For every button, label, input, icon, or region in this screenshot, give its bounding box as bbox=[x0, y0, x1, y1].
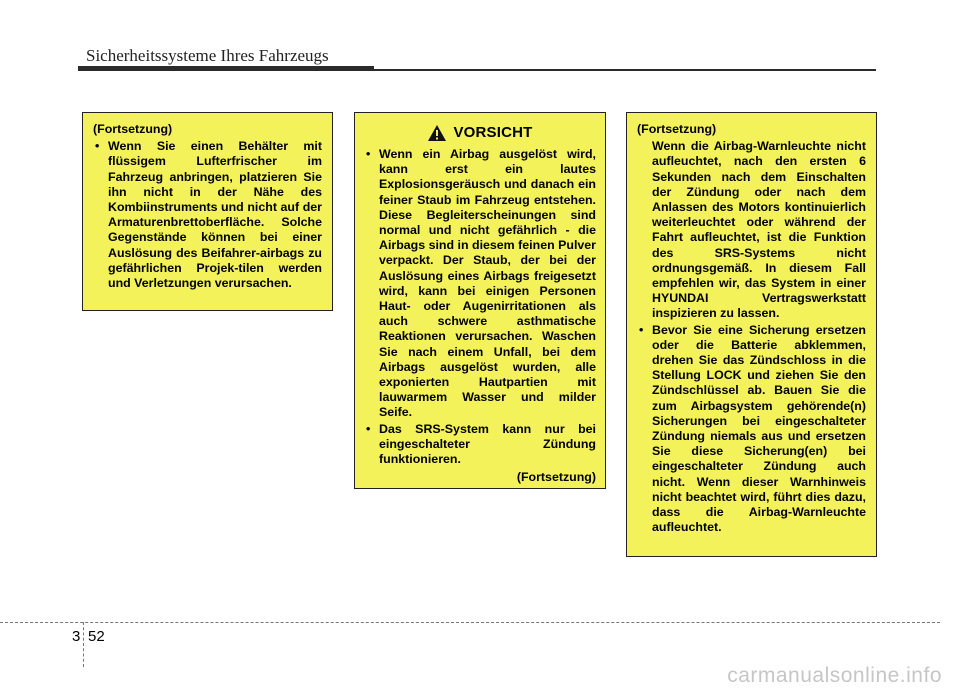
watermark-text: carmanualsonline.info bbox=[727, 664, 942, 687]
footer-dashed-rule bbox=[0, 622, 940, 623]
warning-triangle-icon bbox=[427, 124, 447, 142]
caution-title: VORSICHT bbox=[453, 124, 533, 142]
intro-paragraph: Wenn die Airbag-Warnleuchte nicht aufleuchtet, nach den ersten 6 Sekunden nach dem Einschalten der Zündung oder nach dem Anlassen des Motors kontinuierlich weiterleuchtet oder während der Fahrt aufleuchtet, ist die Funktion des SRS-Systems nicht ordnungsgemäß. In diesem Fall empfehlen wir, das System in einer HYUNDAI Vertragswerkstatt inspizieren zu lassen. bbox=[652, 139, 866, 321]
bullet-item: • Wenn ein Airbag ausgelöst wird, kann erst ein lautes Explosionsgeräusch und danach ein feiner Staub im Fahrzeug entstehen. Diese Begleiterscheinungen sind normal und nicht gefährlich - die Airbags sind in diesem feinen Pulver verpackt. Der Staub, der bei der Auslösung eines Airbags freigesetzt wird, kann bei einigen Personen Haut- oder Augenirritationen als auch schwere asthmatische Reaktionen verursachen. Waschen Sie nach einem Unfall, bei dem Airbags ausgelöst wurden, alle exponierten Hautpartien mit lauwarmem Wasser und milder Seife. bbox=[364, 147, 596, 421]
caution-header bbox=[364, 124, 596, 142]
continued-label: (Fortsetzung) bbox=[637, 122, 717, 136]
bullet-item: • Wenn Sie einen Behälter mit flüssigem Lufterfrischer im Fahrzeug anbringen, platzieren Sie ihn nicht in der Nähe des Kombiinstruments und nicht auf der Armaturenbrettoberfläche. Solche Gegenstände können bei einer Auslösung des Beifahrer-airbags zu gefährlichen Projek-tilen werden und Verletzungen verursachen. bbox=[93, 139, 322, 291]
caution-box bbox=[354, 112, 606, 489]
chapter-number: 3 bbox=[72, 628, 81, 645]
footer-vertical-rule bbox=[83, 622, 84, 667]
continued-label: (Fortsetzung) bbox=[93, 122, 173, 136]
continued-label-end: (Fortsetzung) bbox=[516, 470, 596, 485]
page-number: 52 bbox=[88, 628, 105, 645]
continued-note-box-left bbox=[82, 112, 333, 311]
bullet-item: • Bevor Sie eine Sicherung ersetzen oder die Batterie abklemmen, drehen Sie das Zündschloss in die Stellung LOCK und ziehen Sie den Zündschlüssel ab. Bauen Sie die zum Airbagsystem gehörende(n) Sicherungen bei eingeschalteter Zündung niemals aus und ersetzen Sie diese Sicherung(en) bei eingeschalteter Zündung auch nicht. Wenn dieser Warnhinweis nicht beachtet wird, führt dies dazu, dass die Airbag-Warnleuchte aufleuchtet. bbox=[637, 323, 866, 536]
continued-note-box-right bbox=[626, 112, 877, 557]
header-rule-thin bbox=[374, 69, 876, 71]
page-header-title: Sicherheitssysteme Ihres Fahrzeugs bbox=[86, 46, 329, 65]
bullet-item: • Das SRS-System kann nur bei eingeschalteter Zündung funktionieren. bbox=[364, 422, 596, 468]
header-rule-thick bbox=[78, 66, 374, 71]
